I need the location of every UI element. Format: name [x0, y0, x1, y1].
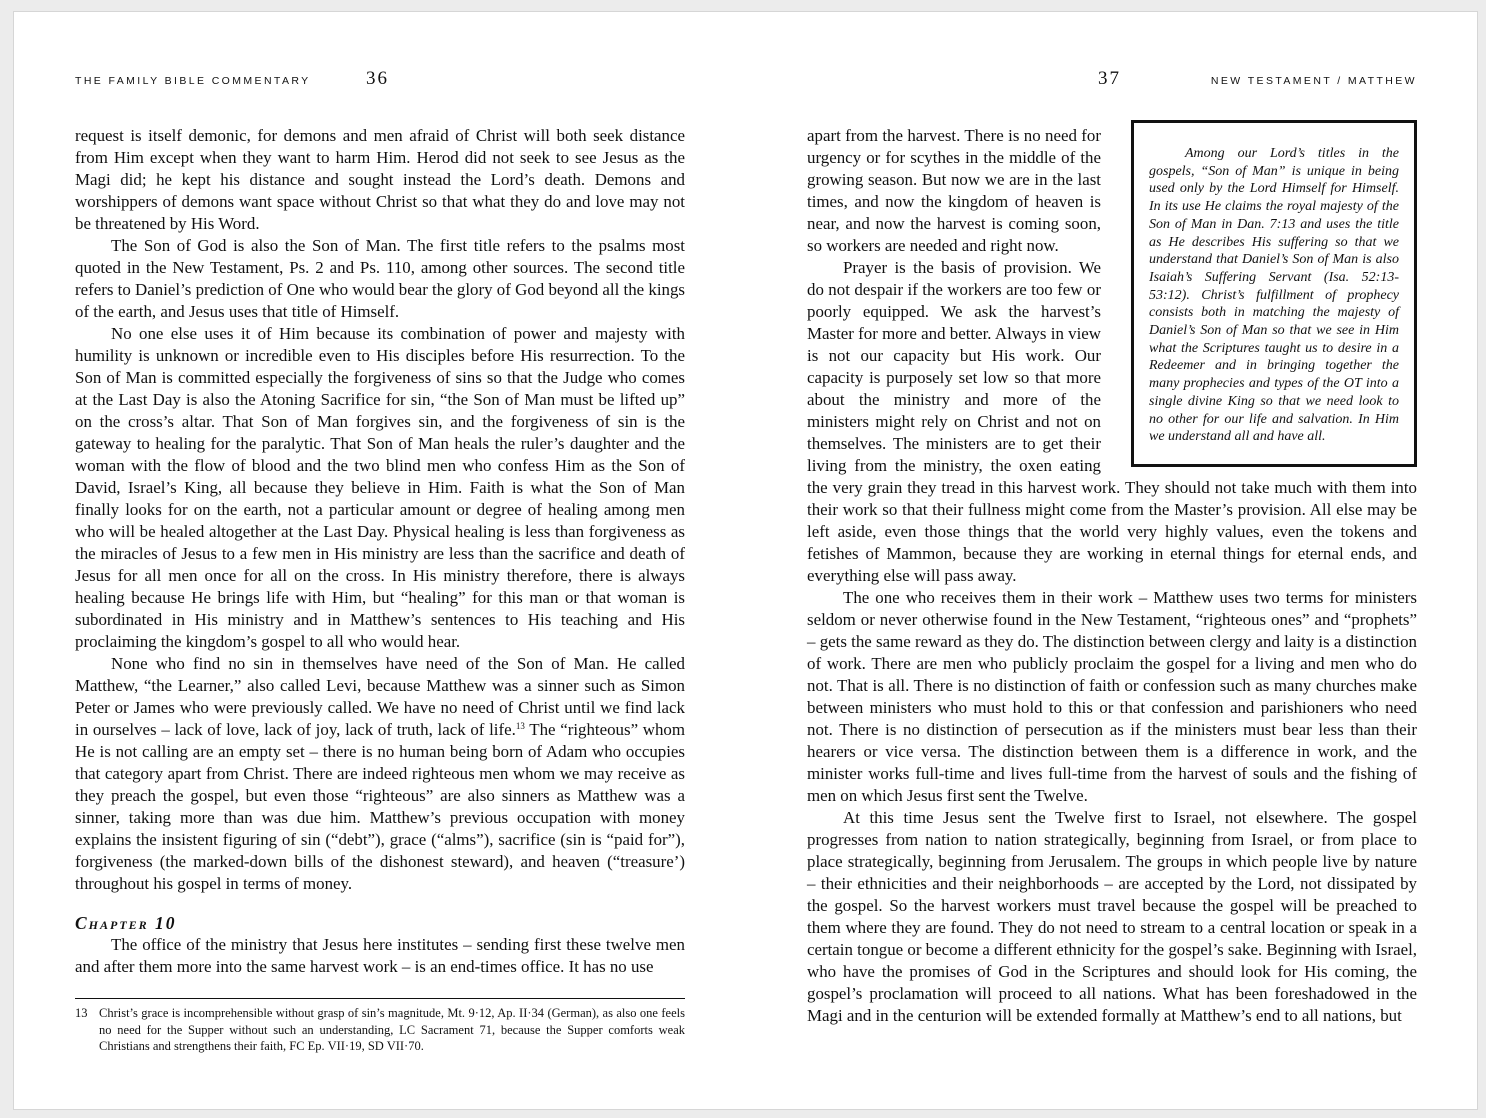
right-page-number: 37	[1098, 68, 1121, 89]
right-body-text	[807, 125, 1417, 1027]
body-paragraph: The office of the ministry that Jesus here institutes – sending first these twelve men and after them more into the same harvest work – is an end-times office. It has no use	[75, 935, 685, 976]
footnote-text: Christ’s grace is incomprehensible without grasp of sin’s magnitude, Mt. 9·12, Ap. II·34 (German), as also one feels no need for the Supper without such an understanding, LC Sacrament 71, because the Supper comforts weak Christians and strengthens their faith, FC Ep. VII·19, SD VII·70.	[99, 1006, 685, 1053]
sidebar-quote: Among our Lord’s titles in the gospels, “Son of Man” is unique in being used only by the Lord Himself for Himself. In its use He claims the royal majesty of the Son of Man in Dan. 7:13 and uses the title as He describes His suffering so that we understand that Daniel’s Son of Man is also Isaiah’s Suffering Servant (Isa. 52:13-53:12). Christ’s fulfillment of prophecy consists both in matching the majesty of Daniel’s Son of Man so that we see in Him what the Scriptures taught us to desire in a Redeemer and in bringing together the many prophecies and types of the OT into a single divine King so that we need look to no other for our life and salvation. In Him we understand all and have all.	[1149, 146, 1399, 445]
left-body-text	[75, 125, 685, 978]
chapter-heading: Chapter 10	[75, 913, 177, 933]
left-page-number: 36	[366, 68, 389, 89]
body-paragraph: At this time Jesus sent the Twelve first to Israel, not elsewhere. The gospel progresses from nation to nation strategically, beginning from Israel, or from place to place strategically, beginning from Jerusalem. The groups in which people live by nature – their ethnicities and their neighborhoods – are accepted by the Lord, not dissipated by the gospel. So the harvest workers must travel because the gospel will be preached to them where they are found. They do not need to stream to a central location or speak in a certain tongue or become a different ethnicity for the gospel’s sake. Beginning with Israel, who have the promises of God in the Scriptures and should look for His coming, the gospel’s proclamation will proceed to all nations. What has been foreshadowed in the Magi and in the centurion will be extended formally at Matthew’s end to all nations, but	[807, 808, 1417, 1025]
body-paragraph: No one else uses it of Him because its combination of power and majesty with humility is unknown or incredible even to His disciples before His resurrection. To the Son of Man is committed especially the forgiveness of sins so that the Judge who comes at the Last Day is also the Atoning Sacrifice for sin, “the Son of Man must be lifted up” on the cross’s altar. That Son of Man forgives sin, and the forgiveness of sin is the gateway to healing for the paralytic. That Son of Man heals the ruler’s daughter and the woman with the flow of blood and the two blind men who confess Him as the Son of David, Israel’s King, all because they believe in Him. Faith is what the Son of Man finally looks for on the earth, not a particular amount or degree of healing among men who will be healed altogether at the Last Day. Physical healing is less than forgiveness as the miracles of Jesus to a few men in His ministry are less than the sacrifice and death of Jesus for all men once for all on the cross. In His ministry therefore, there is always healing because He brings life with Him, but “healing” for this man or that woman is subordinated in His ministry and in Matthew’s sentences to His teaching and His proclaiming the kingdom’s gospel to all who would hear.	[75, 324, 685, 651]
book-spread	[13, 11, 1478, 1110]
sidebar-box	[1131, 120, 1417, 467]
body-paragraph: request is itself demonic, for demons and men afraid of Christ will both seek distance from Him except when they want to harm Him. Herod did not seek to see Jesus as the Magi did; he kept his distance and sought instead the Lord’s death. Demons and worshippers of demons want space without Christ so that what they do and love may not be threatened by His Word.	[75, 126, 685, 233]
body-paragraph	[75, 653, 685, 895]
footnote-number: 13	[75, 1006, 88, 1020]
left-page	[14, 12, 745, 1109]
body-paragraph: Prayer is the basis of provision. We do not despair if the workers are too few or poorly equipped. We ask the harvest’s Master for more and better. Always in view is not our capacity but His work. Our capacity is purposely set low so that more about the ministry and more of the ministers might rely on Christ and not on themselves. The ministers are to get their living from the ministry, the oxen eating the very grain they tread in this harvest work. They should not take much with them into their work so that their fullness might come from the Master’s provision. All else may be left aside, even those things that the world very highly values, even the tokens and fetishes of Mammon, because they are working in eternal things for eternal ends, and everything else will pass away.	[807, 258, 1417, 585]
footnote-reference[interactable]: 13	[515, 721, 525, 731]
paragraph-text: The “righteous” whom He is not calling are an empty set – there is no human being born of Adam who occupies that category apart from Christ. There are indeed righteous men whom we may receive as they preach the gospel, but even those “righteous” are also sinners as Matthew was a sinner, taking more than was due him. Matthew’s previous occupation with money explains the insistent figuring of sin (“debt”), grace (“alms”), sacrifice (sin is “paid for”), forgiveness (the marked-down bills of the dishonest steward), and heaven (“treasure’) throughout his gospel in terms of money.	[75, 720, 685, 893]
body-paragraph: The Son of God is also the Son of Man. The first title refers to the psalms most quoted in the New Testament, Ps. 2 and Ps. 110, among other sources. The second title refers to Daniel’s prediction of One who would bear the glory of God beyond all the kings of the earth, and Jesus uses that title of Himself.	[75, 236, 685, 321]
footnote	[75, 998, 685, 1055]
body-paragraph: The one who receives them in their work – Matthew uses two terms for ministers seldom or never otherwise found in the New Testament, “righteous ones” and “prophets” – gets the same reward as they do. The distinction between clergy and laity is a distinction of work. There are men who publicly proclaim the gospel for a living and men who do not. That is all. There is no distinction of faith or confession such as many churches make between ministers who must hold to this or that confession and parishioners who need not. There is no distinction of persecution as if the ministers must bear less than their hearers or vice versa. The distinction between them is a difference in work, and the minister works full-time and lives full-time from the harvest of souls and the fishing of men on which Jesus first sent the Twelve.	[807, 588, 1417, 805]
body-paragraph: apart from the harvest. There is no need for urgency or for scythes in the middle of the growing season. But now we are in the last times, and now the kingdom of heaven is near, and now the harvest is coming soon, so workers are needed and right now.	[807, 126, 1101, 255]
paragraph-text: None who find no sin in themselves have need of the Son of Man. He called Matthew, “the Learner,” also called Levi, because Matthew was a sinner such as Simon Peter or James who were previously called. We have no need of Christ until we find lack in ourselves – lack of love, lack of joy, lack of truth, lack of life.	[75, 654, 685, 739]
right-page	[745, 12, 1477, 1109]
left-running-head: THE FAMILY BIBLE COMMENTARY	[75, 75, 311, 87]
right-running-head: NEW TESTAMENT / MATTHEW	[1210, 75, 1417, 87]
